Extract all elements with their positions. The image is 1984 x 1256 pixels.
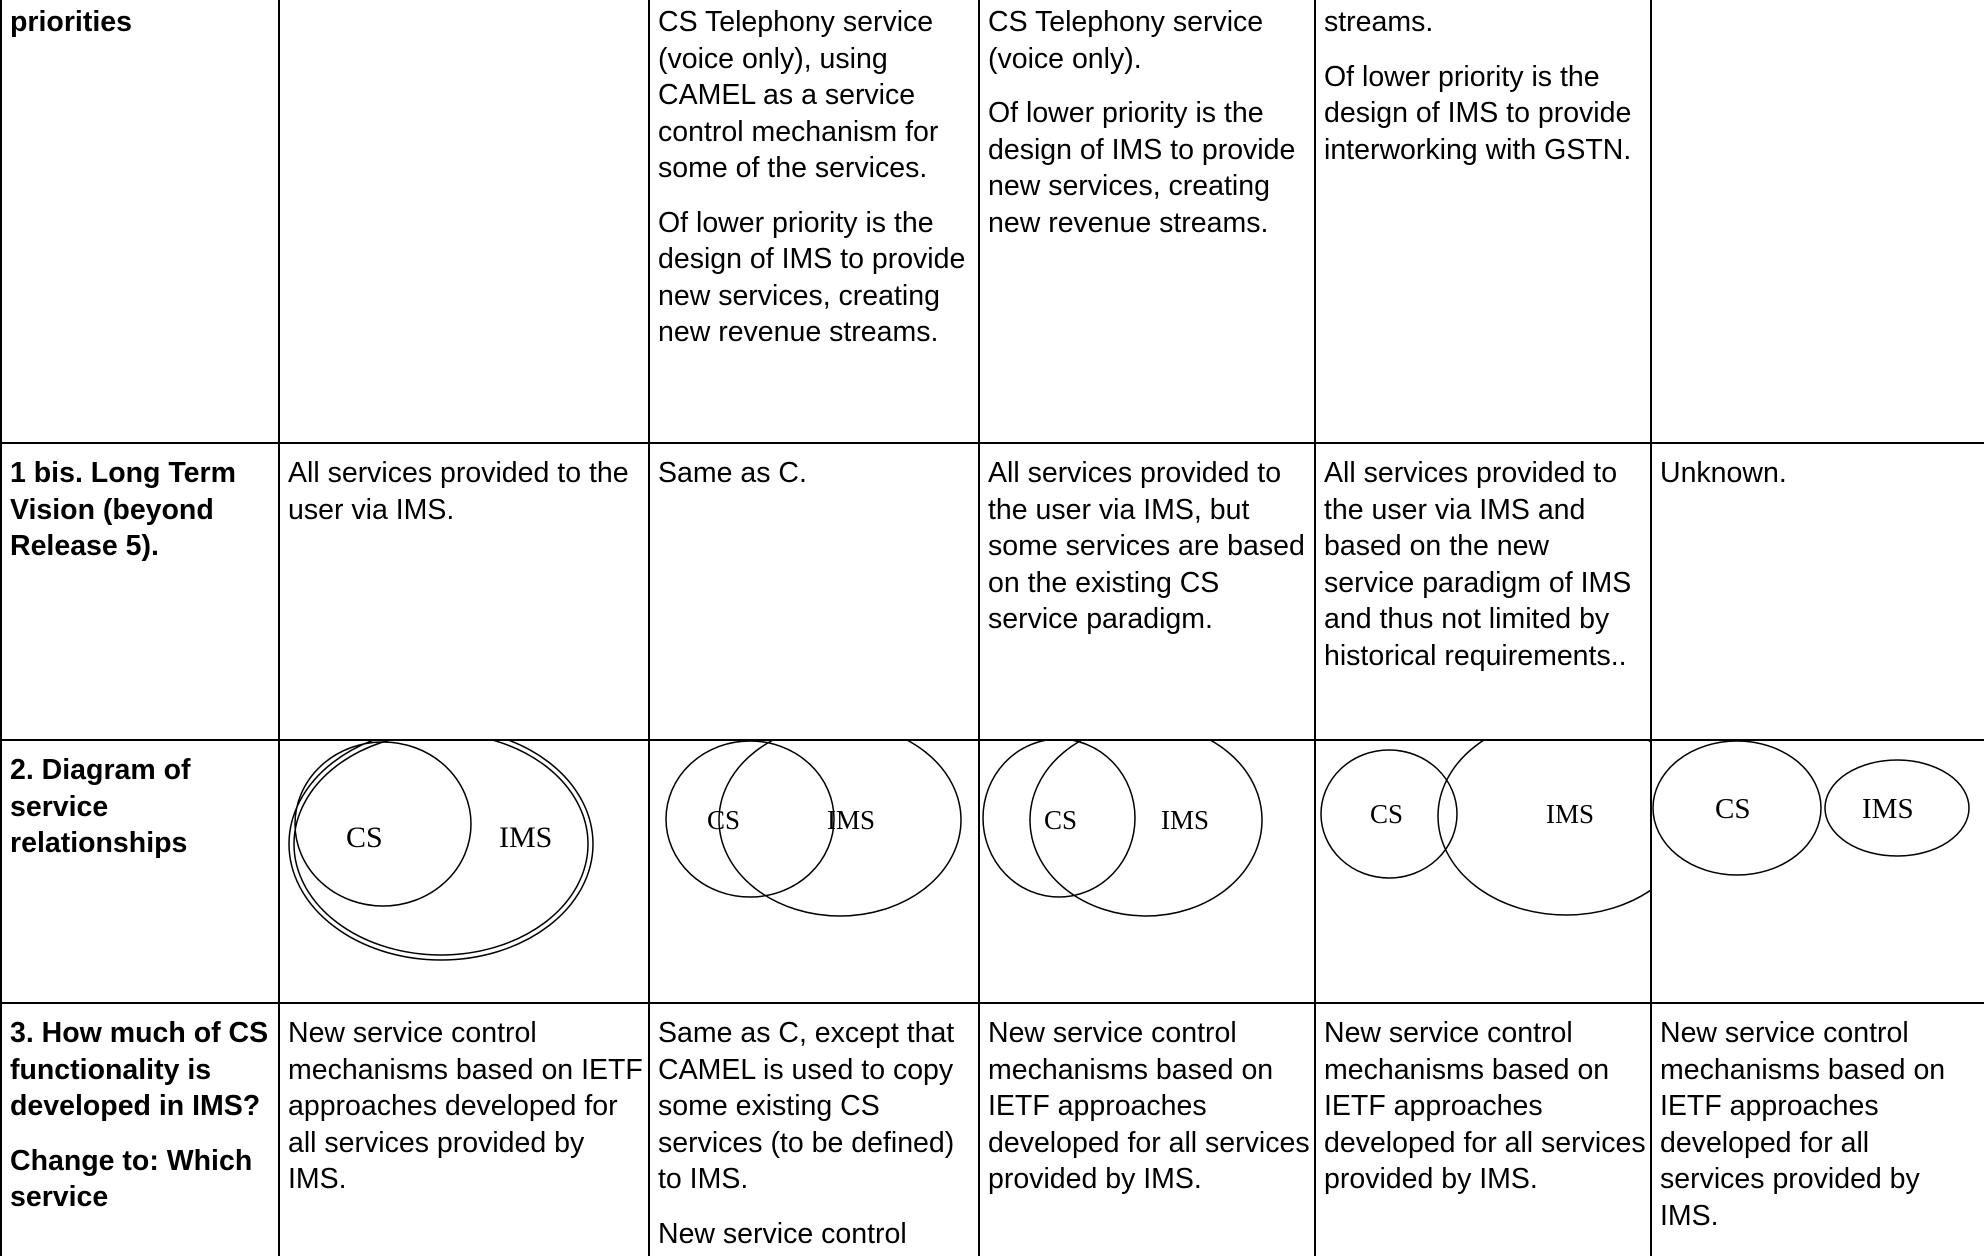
table-row-priorities — [1, 0, 1984, 443]
table-cell — [279, 443, 649, 740]
table-cell — [649, 0, 979, 443]
cell-paragraph: Same as C. — [658, 457, 807, 489]
table-cell — [979, 0, 1315, 443]
ims-circle — [1438, 741, 1651, 915]
venn-diagram-nested — [280, 741, 610, 1002]
header-paragraph: 3. How much of CS functionality is developed in IMS? — [10, 1017, 269, 1122]
cell-paragraph: CS Telephony service (voice only). — [988, 6, 1264, 75]
table-cell — [979, 443, 1315, 740]
cell-paragraph: New service control — [658, 1217, 907, 1250]
ims-label: IMS — [827, 805, 876, 835]
table-cell — [649, 1003, 979, 1256]
venn-diagram-overlap — [650, 741, 979, 1002]
cell-paragraph: New service control mechanisms based on IETF approaches developed for all services provided by IMS. — [288, 1017, 643, 1195]
venn-diagram-overlap — [980, 741, 1315, 1002]
cell-paragraph: Unknown. — [1660, 457, 1787, 489]
table-cell — [1315, 1003, 1651, 1256]
cell-paragraph: Of lower priority is the design of IMS to provide new services, creating new revenue streams. — [658, 206, 966, 348]
diagram-cell-c — [649, 740, 979, 1003]
row-header-diagram: 2. Diagram of service relationships — [1, 740, 279, 1003]
ims-label: IMS — [499, 821, 553, 854]
table-cell — [1315, 0, 1651, 443]
cell-paragraph: CS Telephony service (voice only), using CAMEL as a service control mechanism for some of the services. — [658, 6, 939, 184]
cs-label: CS — [707, 805, 741, 835]
table-cell — [1651, 0, 1984, 443]
row-header-long-term-vision: 1 bis. Long Term Vision (beyond Release 5). — [1, 443, 279, 740]
header-paragraph: Change to: Which service — [10, 1144, 253, 1213]
diagram-cell-d — [979, 740, 1315, 1003]
diagram-cell-f — [1651, 740, 1984, 1003]
cell-paragraph: New service control mechanisms based on IETF approaches developed for all services provided by IMS. — [1324, 1017, 1646, 1195]
table-row-long-term-vision — [1, 443, 1984, 740]
cell-paragraph: Same as C, except that CAMEL is used to copy some existing CS services (to be defined) to IMS. — [658, 1017, 955, 1195]
row-header-cs-functionality — [1, 1003, 279, 1256]
cs-circle — [666, 741, 834, 897]
cell-paragraph: New service control mechanisms based on IETF approaches developed for all services provided by IMS. — [988, 1017, 1310, 1195]
table-cell — [279, 0, 649, 443]
cell-paragraph: streams. — [1324, 6, 1434, 38]
cell-paragraph: All services provided to the user via IMS, but some services are based on the existing CS service paradigm. — [988, 457, 1305, 635]
ims-label: IMS — [1546, 799, 1595, 829]
table-cell — [279, 1003, 649, 1256]
cs-label: CS — [1715, 793, 1751, 825]
diagram-cell-e — [1315, 740, 1651, 1003]
cell-paragraph: All services provided to the user via IMS. — [288, 457, 629, 526]
cell-paragraph: New service control mechanisms based on IETF approaches developed for all services provided by IMS. — [1660, 1017, 1946, 1232]
table-cell — [1315, 443, 1651, 740]
table-cell — [979, 1003, 1315, 1256]
table-cell — [649, 443, 979, 740]
cs-label: CS — [346, 821, 383, 854]
cell-paragraph: Of lower priority is the design of IMS to provide interworking with GSTN. — [1324, 60, 1632, 166]
table-row-cs-functionality — [1, 1003, 1984, 1256]
diagram-cell-b — [279, 740, 649, 1003]
cs-label: CS — [1044, 805, 1078, 835]
venn-diagram-partial — [1316, 741, 1651, 1002]
cell-paragraph: All services provided to the user via IMS and based on the new service paradigm of IMS and thus not limited by historical requirements.. — [1324, 457, 1632, 672]
row-header-priorities: priorities — [1, 0, 279, 443]
ims-label: IMS — [1862, 793, 1914, 825]
table-row-diagram — [1, 740, 1984, 1003]
cs-label: CS — [1370, 799, 1404, 829]
table-cell — [1651, 443, 1984, 740]
cell-paragraph: Of lower priority is the design of IMS to provide new services, creating new revenue streams. — [988, 97, 1296, 239]
ims-label: IMS — [1161, 805, 1210, 835]
venn-diagram-separate — [1652, 741, 1984, 1002]
cs-circle — [295, 742, 471, 906]
table-cell — [1651, 1003, 1984, 1256]
